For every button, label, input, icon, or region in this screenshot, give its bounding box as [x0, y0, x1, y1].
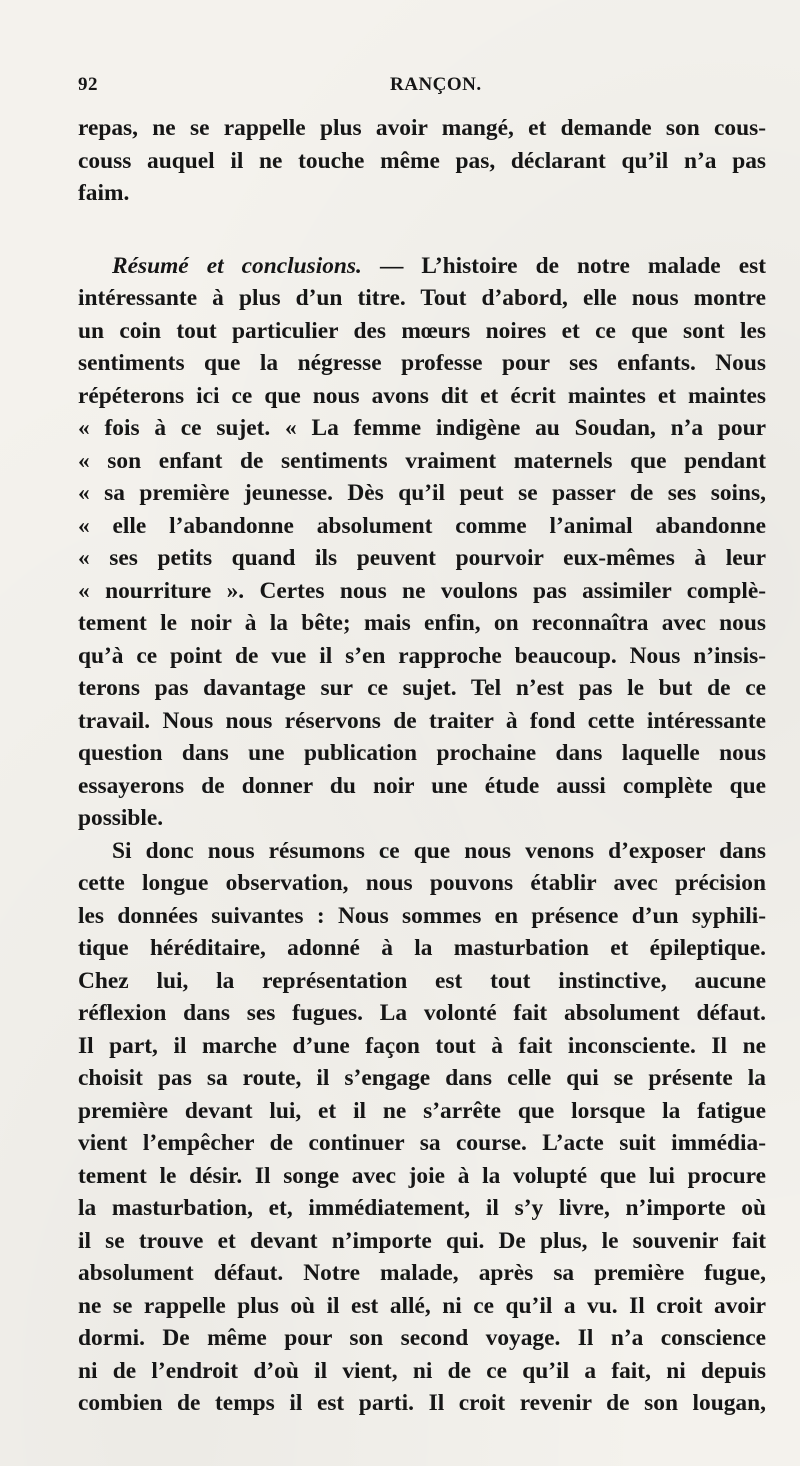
text-line: ne se rappelle plus où il est allé, ni ce qu’il a vu. Il croit avoir: [78, 1292, 766, 1319]
text-line: combien de temps il est parti. Il croit revenir de son lougan,: [78, 1390, 766, 1416]
text-line: faim.: [78, 180, 130, 206]
running-title: RANÇON.: [390, 74, 482, 95]
page-number: 92: [78, 74, 98, 95]
text-line: il se trouve et devant n’importe qui. De plus, le souvenir fait: [78, 1227, 766, 1254]
text-line: vient l’empêcher de continuer sa course. L’acte suit immédia-: [78, 1130, 766, 1156]
text-line: repas, ne se rappelle plus avoir mangé, et demande son cous-: [78, 115, 766, 141]
text-line: « sa première jeunesse. Dès qu’il peut se passer de ses soins,: [78, 480, 766, 506]
text-line: travail. Nous nous réservons de traiter à fond cette intéressante: [78, 707, 766, 734]
text-line: choisit pas sa route, il s’engage dans celle qui se présente la: [78, 1065, 766, 1091]
text-line: ni de l’endroit d’où il vient, ni de ce qu’il a fait, ni depuis: [78, 1357, 766, 1384]
paragraph-resume-conclusions: [78, 250, 766, 835]
text-line: Si donc nous résumons ce que nous venons d’exposer dans: [112, 837, 766, 864]
paragraph-summary: [78, 835, 766, 1420]
text-line: « nourriture ». Certes nous ne voulons pas assimiler complè-: [78, 577, 766, 604]
paragraph-gap: [78, 210, 766, 250]
running-head: [78, 74, 758, 104]
text-line: couss auquel il ne touche même pas, déclarant qu’il n’a pas: [78, 147, 766, 174]
text-line: essayerons de donner du noir une étude aussi complète que: [78, 772, 766, 799]
text-line: absolument défaut. Notre malade, après sa première fugue,: [78, 1260, 766, 1286]
text-line: « ses petits quand ils peuvent pourvoir eux-mêmes à leur: [78, 545, 766, 571]
text-line: réflexion dans ses fugues. La volonté fait absolument défaut.: [78, 1000, 766, 1026]
text-line: les données suivantes : Nous sommes en présence d’un syphili-: [78, 902, 766, 929]
text-line: un coin tout particulier des mœurs noires et ce que sont les: [78, 317, 766, 344]
text-line: tement le désir. Il songe avec joie à la volupté que lui procure: [78, 1162, 766, 1189]
text-line: dormi. De même pour son second voyage. Il n’a conscience: [78, 1325, 766, 1351]
paragraph-continuation: [78, 112, 766, 210]
text-line: cette longue observation, nous pouvons établir avec précision: [78, 870, 766, 896]
text-line: qu’à ce point de vue il s’en rapproche beaucoup. Nous n’insis-: [78, 642, 766, 669]
text-span: — L’histoire de notre malade est: [361, 252, 767, 279]
text-line: [78, 250, 766, 283]
text-line: Il part, il marche d’une façon tout à fait inconsciente. Il ne: [78, 1032, 766, 1059]
text-line: sentiments que la négresse professe pour ses enfants. Nous: [78, 350, 766, 376]
text-line: répéterons ici ce que nous avons dit et écrit maintes et maintes: [78, 382, 766, 409]
text-line: « son enfant de sentiments vraiment maternels que pendant: [78, 447, 766, 474]
section-heading: Résumé et conclusions.: [112, 252, 362, 279]
text-line: question dans une publication prochaine dans laquelle nous: [78, 740, 766, 766]
text-line: possible.: [78, 805, 164, 831]
body-text: [78, 112, 766, 1420]
text-line: Chez lui, la représentation est tout instinctive, aucune: [78, 967, 766, 994]
text-line: tique héréditaire, adonné à la masturbation et épileptique.: [78, 935, 766, 961]
text-line: première devant lui, et il ne s’arrête que lorsque la fatigue: [78, 1097, 766, 1124]
text-line: tement le noir à la bête; mais enfin, on reconnaîtra avec nous: [78, 610, 766, 636]
text-line: « fois à ce sujet. « La femme indigène au Soudan, n’a pour: [78, 415, 766, 441]
text-line: « elle l’abandonne absolument comme l’animal abandonne: [78, 512, 766, 539]
text-line: intéressante à plus d’un titre. Tout d’abord, elle nous montre: [78, 285, 766, 311]
text-line: la masturbation, et, immédiatement, il s’y livre, n’importe où: [78, 1195, 766, 1221]
text-line: terons pas davantage sur ce sujet. Tel n’est pas le but de ce: [78, 675, 766, 701]
